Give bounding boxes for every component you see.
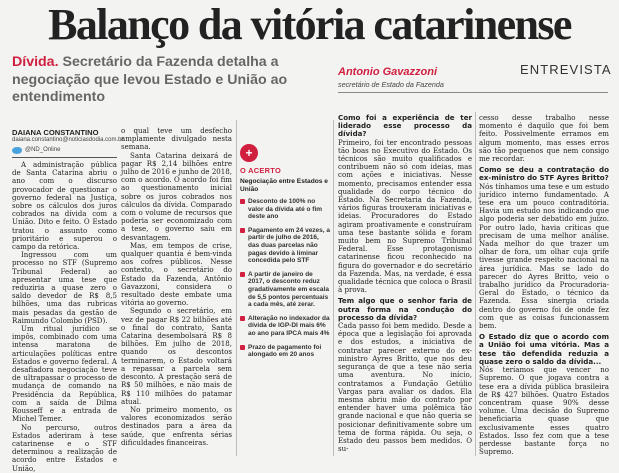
section-label: ENTREVISTA [520,62,612,77]
paragraph: Ingressou com um processo no STF (Supremo Tribunal Federal) ao apresentar uma tese que reduziria a quase zero o saldo devedor de R$ 8,5 bilhões, uma das rubricas mais pesadas da gestão de Raimundo Colombo (PSD). [12,250,117,325]
sidebar-box [240,126,330,456]
article-column-2 [121,127,232,447]
deck-text: Secretário da Fazenda detalha a negociação que levou Estado e União ao entendimento [12,54,288,106]
question: Como se deu a contratação do ex-ministro do STF Ayres Britto? [479,165,609,183]
byline-author: DAIANA CONSTANTINO [12,128,99,137]
byline-email[interactable]: daiana.constantino@noticiasdodia.com.br [12,137,124,143]
twitter-handle: @ND_Online [25,147,61,153]
paragraph: Um ritual jurídico se impôs, combinado com uma intensa maratona de articulações políticas entre Estados e governo federal. A desafiadora negociação teve de ultrapassar o processo de mudança de comando na Presidência da República, com a saída de Dilma Rousseff e a entrada de Michel Temer. [12,324,117,424]
paragraph: Mas, em tempos de crise, qualquer quantia é bem-vinda aos cofres públicos. Nesse contexto, o secretário do Estado da Fazenda, Antônio Gavazzoni, considera o resultado deste embate uma vitória ao governo. [121,240,232,308]
column-divider [236,120,237,456]
interviewee-title: secretário de Estado da Fazenda [338,80,444,89]
paragraph: No primeiro momento, os valores economizados serão destinados para a área da saúde, que enfrenta sérias dificuldades financeiras. [121,404,232,447]
deck [12,54,312,107]
answer: Nós teríamos que vencer no Supremo. O que jogava contra a tese era a dívida pública brasileira de R$ 427 bilhões. Quatro Estados concentram quase 90% desse volume. Uma decisão do Supremo beneficiaria quase que exclusivamente esses quatro Estados. Isso fez com que a tese perdesse bastante força no Supremo. [479,365,609,457]
headline: Balanço da vitória catarinense [48,0,571,49]
column-divider [475,112,476,456]
paragraph: Santa Catarina deixará de pagar R$ 2,14 bilhões entre julho de 2016 e junho de 2018, com o acordo. O acordo foi fim ao questionamento inicial sobre os juros cobrados nos cálculos da dívida. Comparado com o volume de recursos que poderia ser economizado com a tese, o governo saiu em desvantagem. [121,150,232,242]
interviewee-name: Antonio Gavazzoni [338,66,437,78]
article-column-1 [12,161,117,473]
paragraph: A administração pública de Santa Catarina abriu o ano com o discurso provocador de questionar o governo federal na Justiça, sobre os cálculos dos juros cobrados na dívida com a União. Dito e feito. O Estado tratou o assunto como prioritário e superou o campo da retórica. [12,160,117,252]
list-item: Desconto de 100% no valor da dívida até o fim deste ano [240,198,330,221]
paragraph: o qual teve um desfecho amplamente divulgado nesta semana. [121,126,232,152]
plus-icon: + [240,144,258,162]
paragraph: Segundo o secretário, em vez de pagar R$ 22 bilhões até o final do contrato, Santa Catarina desembolsará R$ 8 bilhões. Em julho de 2018, quando os descontos terminarem, o Estado voltará a repassar a parcela sem desconto. A prestação será de R$ 50 milhões, e não mais de R$ 110 milhões do patamar atual. [121,306,232,406]
answer: Nós tínhamos uma tese e um estudo jurídico interno fundamentado. A tese era um pouco contraditória. Havia um estudo nos indicando que algo poderia ser debatido em juízo. Por outro lado, havia críticas que precisam de uma melhor análise. Nada melhor do que trazer um olhar de fora, um olhar cuja grife tivesse grande respeito nacional na área jurídica. Mas se lado do parecer do Ayres Britto, veio o trabalho jurídico da Procuradoria-Geral do Estado, o técnico da Fazenda. Essa sinergia criada dentro do governo foi de onde fez com que as coisas funcionassem bem. [479,181,609,331]
list-item: Prazo de pagamento foi alongado em 20 anos [240,344,330,359]
sidebar-list [240,198,330,365]
interview-column-1 [338,114,472,453]
answer: Primeiro, foi ter encontrado pessoas tão boas no Executivo do Estado. Os técnicos são muito qualificados e contribuem não só com ideias, mas com ações e iniciativas. Nesse momento, precisamos entender essa qualidade do corpo técnico do Estado. Na Secretaria da Fazenda, vários figuras trouxeram iniciativas e ideias. Procuradores do Estado agiram proativamente e construíram uma tese bastante sólida e foram muito bem no Supremo Tribunal Federal. Esse protagonismo catarinense ficou reconhecido na figura do governador e do secretário da Fazenda. Mas, na verdade, é essa qualidade técnica que coloca o Brasil à prova. [338,137,472,295]
column-divider [333,120,334,456]
interview-column-2 [479,114,609,456]
question: Como foi a experiência de ter liderado esse processo da dívida? [338,113,472,139]
twitter-icon [12,147,22,154]
paragraph: No percurso, outros Estados aderiram à tese catarinense e o STF determinou a realização de acordo entre Estados e União, [12,422,117,473]
question: Tem algo que o senhor faria de outra forma na condução do processo da dívida? [338,296,472,322]
answer: Cada passo foi bem medido. Desde a época que a legislação foi aprovada e dos estudos, a iniciativa de contratar parecer externo do ex-ministro Ayres Britto, que nos deu segurança de que a tese não seria uma aventura. No início, contratamos a Fundação Getúlio Vargas para avaliar os dados. Ela mesma abriu mão do contrato por entender haver uma polêmica tão grande nacional e que não queria se posicionar definitivamente sobre um tema de forma rápida. Ou seja, o Estado deu passos bem medidos. O su- [338,321,472,454]
deck-kicker: Dívida. [12,54,59,70]
byline-divider [12,157,117,158]
question: O Estado diz que o acordo com a União foi uma vitória. Mas a tese tão defendida reduzia a quase zero o saldo da dívida... [479,332,609,366]
answer: cesso desse trabalho nesse momento é daquilo que foi bem feito. Possivelmente erramos em algum momento, mas esses erros são tão pequenos que nem consigo me recordar. [479,113,609,164]
list-item: Pagamento em 24 vezes, a partir de julho de 2016, das duas parcelas não pagas devido à liminar concedida pelo STF [240,227,330,265]
list-item: A partir de janeiro de 2017, o desconto reduz gradativamente em escala de 5,5 pontos percentuais a cada mês, até zerar. [240,271,330,309]
list-item: Alteração no indexador da dívida de IGP-DI mais 6% ao ano para IPCA mais 4% [240,315,330,338]
byline-twitter[interactable] [12,146,60,154]
interview-divider [338,92,608,93]
sidebar-heading: O ACERTO [240,166,281,175]
sidebar-subheading: Negociação entre Estados e União [240,178,328,193]
